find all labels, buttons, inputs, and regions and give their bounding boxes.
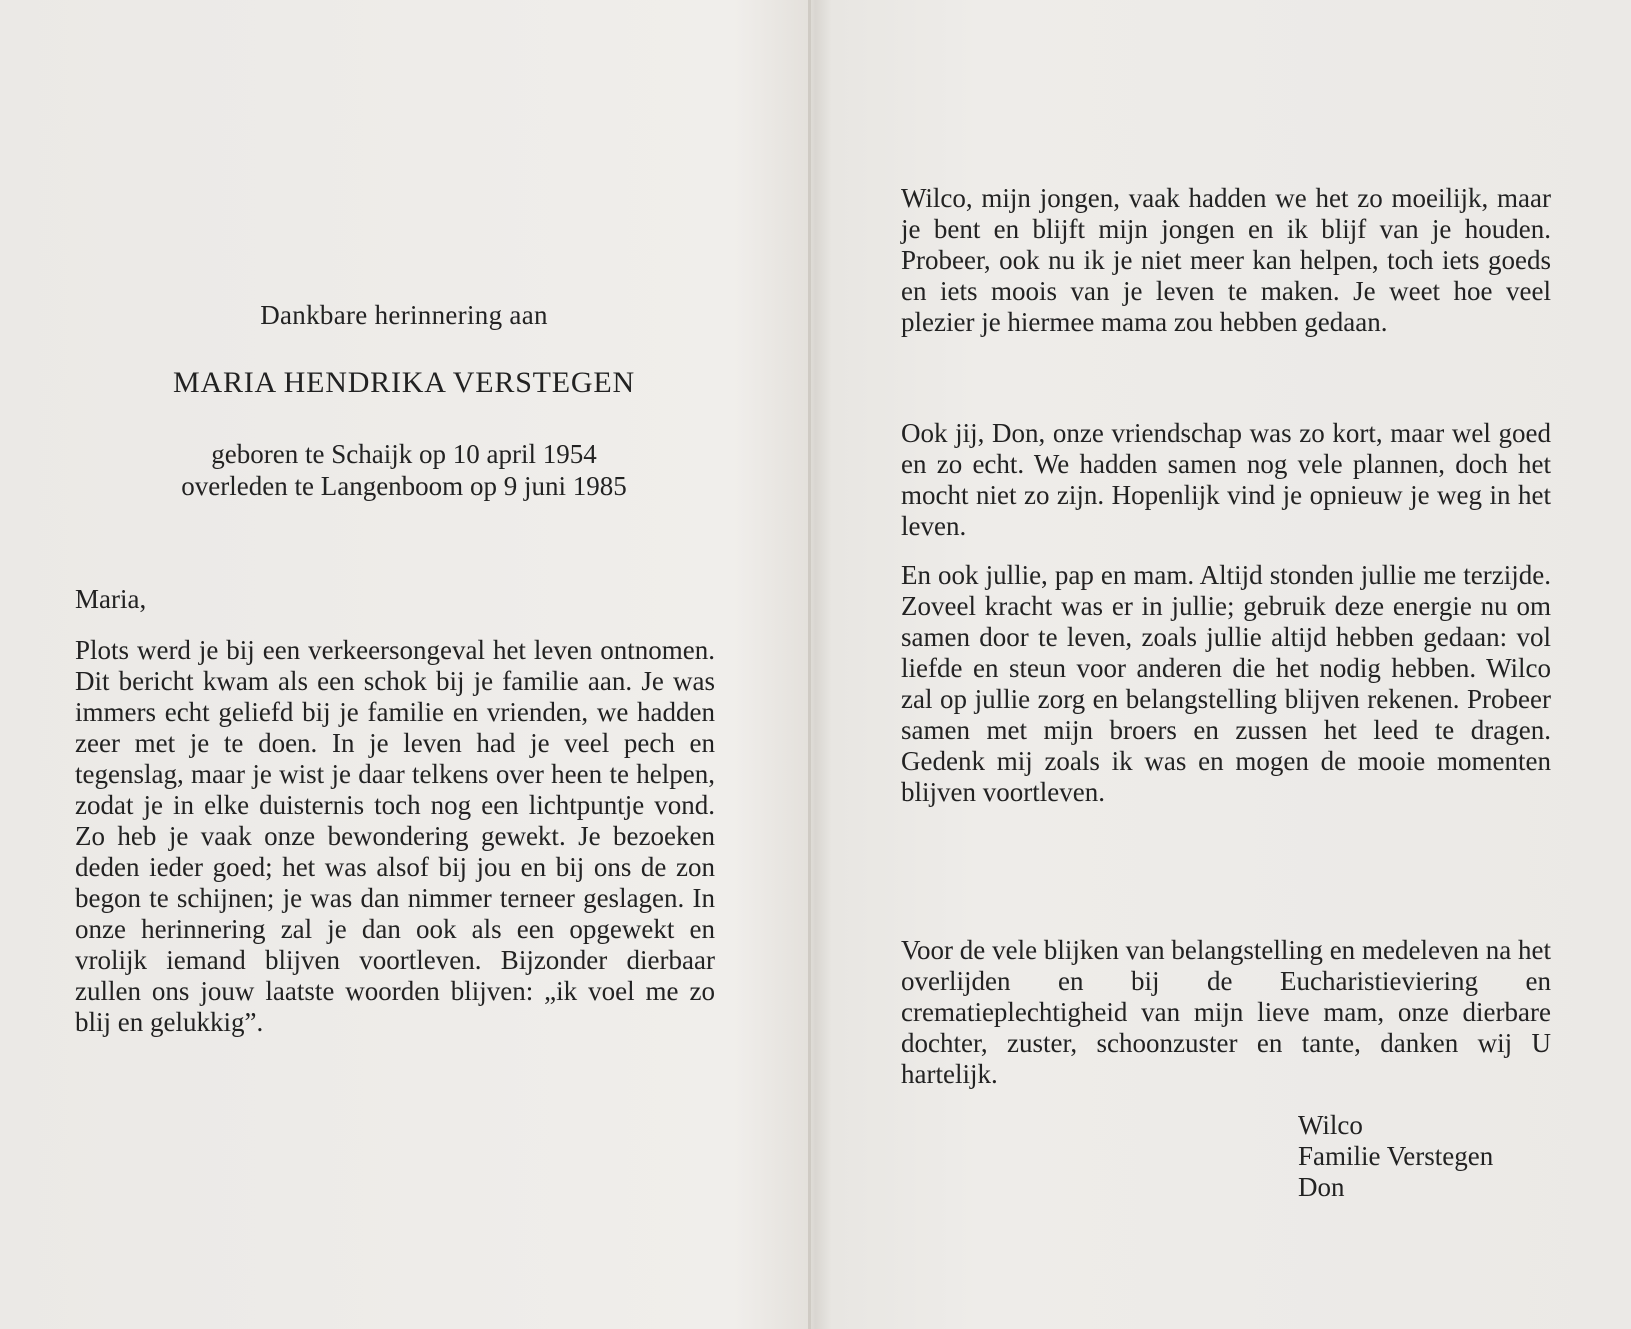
- life-dates: [0, 438, 808, 502]
- deceased-name: MARIA HENDRIKA VERSTEGEN: [173, 366, 635, 399]
- tribute-paragraph: Plots werd je bij een verkeersongeval het leven ontnomen. Dit bericht kwam als een schok bij je familie aan. Je was immers echt geliefd bij je familie en vrienden, we hadden zeer met je te doen. In je leven had je veel pech en tegenslag, maar je wist je daar telkens over heen te helpen, zodat je in elke duisternis toch nog een lichtpuntje vond. Zo heb je vaak onze bewondering gewekt. Je bezoeken deden ieder goed; het was alsof bij jou en bij ons de zon begon te schijnen; je was dan nimmer terneer geslagen. In onze herinnering zal je dan ook als een opgewekt en vrolijk iemand blijven voortleven. Bijzonder dierbaar zullen ons jouw laatste woorden blijven: „ik voel me zo blij en gelukkig”.: [75, 635, 715, 1037]
- paragraph-wilco: Wilco, mijn jongen, vaak hadden we het zo moeilijk, maar je bent en blijft mijn jongen en ik blijf van je houden. Probeer, ook nu ik je niet meer kan helpen, toch iets goeds en iets moois van je leven te maken. Je weet hoe veel plezier je hiermee mama zou hebben gedaan.: [901, 183, 1551, 337]
- death-line: overleden te Langenboom op 9 juni 1985: [181, 471, 627, 501]
- thanks-paragraph: Voor de vele blijken van belangstelling en medeleven na het overlijden en bij de Eucharistieviering en crematieplechtigheid van mijn lieve mam, onze dierbare dochter, zuster, schoonzuster en tante, danken wij U hartelijk.: [901, 935, 1551, 1089]
- signature-don: Don: [1298, 1172, 1345, 1202]
- salutation: Maria,: [75, 584, 147, 614]
- paragraph-parents: En ook jullie, pap en mam. Altijd stonden jullie me terzijde. Zoveel kracht was er in jullie; gebruik deze energie nu om samen door te leven, zoals jullie altijd hebben gedaan: vol liefde en steun voor anderen die het nodig hebben. Wilco zal op jullie zorg en belangstelling blijven rekenen. Probeer samen met mijn broers en zussen het leed te dragen. Gedenk mij zoals ik was en mogen de mooie momenten blijven voortleven.: [901, 560, 1551, 807]
- signature-wilco: Wilco: [1298, 1110, 1363, 1140]
- birth-line: geboren te Schaijk op 10 april 1954: [211, 439, 597, 469]
- signatures: [1298, 1110, 1493, 1203]
- intro-line: Dankbare herinnering aan: [260, 300, 548, 330]
- right-panel: [811, 0, 1631, 1329]
- tribute-text: [75, 584, 715, 1038]
- signature-family: Familie Verstegen: [1298, 1141, 1494, 1171]
- paragraph-don: Ook jij, Don, onze vriendschap was zo kort, maar wel goed en zo echt. We hadden samen nog vele plannen, doch het mocht niet zo zijn. Hopenlijk vind je opnieuw je weg in het leven.: [901, 418, 1551, 541]
- left-panel: [0, 0, 808, 1329]
